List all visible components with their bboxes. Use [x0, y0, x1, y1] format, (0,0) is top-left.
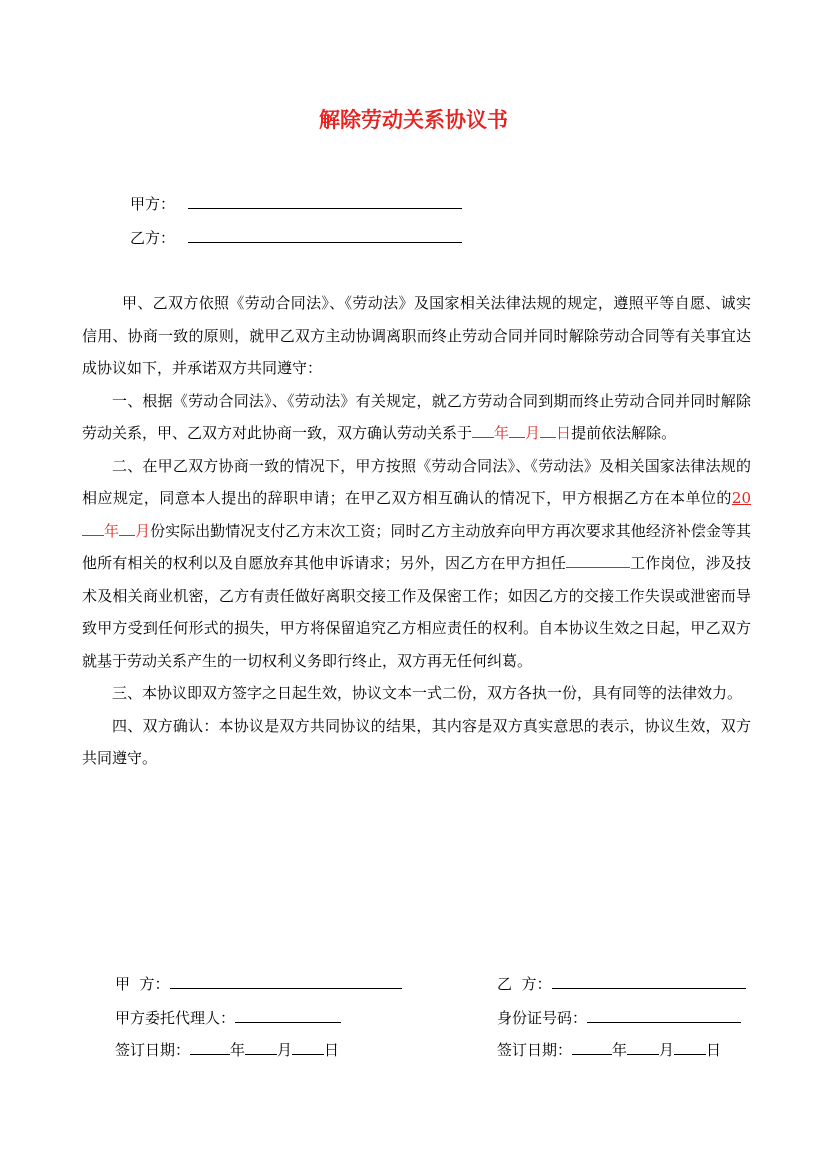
party-a-agent-signature [115, 1008, 341, 1028]
sign-date-a-year-blank [190, 1040, 230, 1055]
party-b-blank [188, 228, 462, 243]
sign-date-b [497, 1040, 721, 1060]
clause-2-month-blank [119, 519, 135, 536]
clause-2-century: 20 [731, 489, 751, 507]
clause-3: 三、本协议即双方签字之日起生效，协议文本一式二份，双方各执一份，具有同等的法律效力。 [112, 684, 743, 702]
party-a-signature-blank [170, 974, 402, 989]
clause-4: 四、双方确认：本协议是双方共同协议的结果，其内容是双方真实意思的表示，协议生效，双方共同遵守。 [82, 716, 751, 767]
clause-1-year-blank [472, 421, 494, 438]
party-b-signature-label: 乙 方： [497, 975, 552, 993]
sign-date-a-day: 日 [324, 1041, 340, 1059]
sign-date-b-year: 年 [612, 1041, 628, 1059]
clause-2 [82, 450, 751, 678]
sign-date-b-month-blank [627, 1040, 659, 1055]
clause-1-month: 月 [525, 424, 541, 442]
clause-1-month-blank [509, 421, 525, 438]
clause-1-end: 提前依法解除。 [571, 424, 677, 442]
agreement-body [82, 287, 751, 775]
clause-1-day-blank [540, 421, 556, 438]
party-a-line [130, 194, 462, 214]
sign-date-a-month-blank [245, 1040, 277, 1055]
document-title: 解除劳动关系协议书 [319, 107, 508, 132]
clause-2-mid: 份实际出勤情况支付乙方末次工资；同时乙方主动放弃向甲方再次要求其他经济补偿金等其他所有相关的权利以及自愿放弃其他申诉请求；另外，因乙方在甲方担任 [82, 521, 751, 572]
intro-paragraph: 甲、乙双方依照《劳动合同法》、《劳动法》及国家相关法律法规的规定，遵照平等自愿、诚实信用、协商一致的原则，就甲乙双方主动协调离职而终止劳动合同并同时解除劳动合同等有关事宜达成协议如下，并承诺双方共同遵守： [82, 294, 751, 377]
clause-2-text: 二、在甲乙双方协商一致的情况下，甲方按照《劳动合同法》、《劳动法》及相关国家法律法规的相应规定，同意本人提出的辞职申请；在甲乙双方相互确认的情况下，甲方根据乙方在本单位的 [82, 456, 751, 507]
sign-date-b-day-blank [674, 1040, 706, 1055]
clause-2-end: 工作岗位，涉及技术及相关商业机密，乙方有责任做好离职交接工作及保密工作；如因乙方的交接工作失误或泄密而导致甲方受到任何形式的损失，甲方将保留追究乙方相应责任的权利。自本协议生效之日起，甲乙双方就基于劳动关系产生的一切权利义务即行终止，双方再无任何纠葛。 [82, 554, 751, 670]
id-number-label: 身份证号码： [497, 1009, 588, 1027]
sign-date-a [115, 1040, 339, 1060]
clause-1-day: 日 [556, 424, 572, 442]
sign-date-a-label: 签订日期： [115, 1041, 191, 1059]
party-a-blank [188, 194, 462, 209]
clause-2-year-blank [82, 519, 104, 536]
party-a-signature [115, 974, 402, 994]
clause-2-month: 月 [135, 521, 151, 540]
sign-date-b-month: 月 [659, 1041, 675, 1059]
party-b-signature-blank [552, 974, 746, 989]
party-b-signature [497, 974, 746, 994]
sign-date-b-label: 签订日期： [497, 1041, 573, 1059]
clause-1-year: 年 [494, 424, 510, 442]
party-a-agent-blank [235, 1008, 341, 1023]
party-a-label: 甲方： [130, 195, 176, 213]
sign-date-b-day: 日 [706, 1041, 722, 1059]
sign-date-a-month: 月 [277, 1041, 293, 1059]
sign-date-a-year: 年 [230, 1041, 246, 1059]
clause-1-text: 一、根据《劳动合同法》、《劳动法》有关规定，就乙方劳动合同到期而终止劳动合同并同时解除劳动关系，甲、乙双方对此协商一致，双方确认劳动关系于 [82, 391, 751, 442]
clause-1 [82, 385, 751, 450]
party-a-signature-label: 甲 方： [115, 975, 170, 993]
position-blank [566, 551, 630, 568]
clause-2-year: 年 [104, 521, 120, 540]
sign-date-b-year-blank [572, 1040, 612, 1055]
party-b-label: 乙方： [130, 229, 176, 247]
id-number-blank [587, 1008, 741, 1023]
sign-date-a-day-blank [292, 1040, 324, 1055]
party-b-line [130, 228, 462, 248]
party-a-agent-label: 甲方委托代理人： [115, 1009, 236, 1027]
id-number-field [497, 1008, 741, 1028]
